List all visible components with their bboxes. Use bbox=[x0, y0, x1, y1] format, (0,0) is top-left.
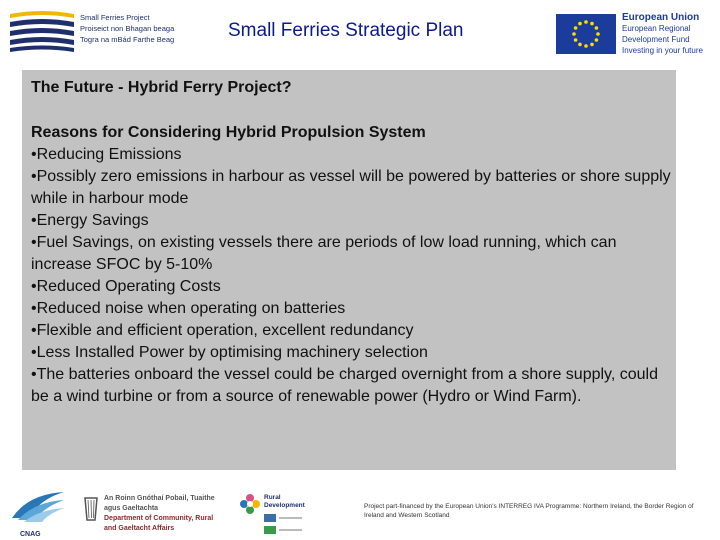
logo-line-3: Togra na mBád Farthe Beag bbox=[80, 35, 175, 44]
cnag-waves-icon bbox=[8, 488, 68, 526]
bullet-item: •Energy Savings bbox=[31, 212, 149, 229]
department-text bbox=[104, 494, 215, 534]
small-ferries-logo bbox=[8, 6, 208, 56]
eu-flag-icon bbox=[556, 14, 616, 54]
rural-line-1: Rural bbox=[264, 494, 281, 501]
logo-line-2: Proiseict non Bhagan beaga bbox=[80, 24, 175, 33]
eu-line-1: European Union bbox=[622, 12, 700, 23]
dept-line-2: agus Gaeltachta bbox=[104, 505, 159, 512]
rural-line-2: Development bbox=[264, 502, 305, 509]
bullet-item: •Less Installed Power by optimising machinery selection bbox=[31, 344, 428, 361]
page-title: Small Ferries Strategic Plan bbox=[228, 20, 464, 41]
department-logo bbox=[82, 488, 232, 538]
funding-credit: Project part-financed by the European Union's INTERREG IVA Programme: Northern Ireland, the Border Region of Ireland and Western Scotland bbox=[364, 503, 694, 519]
panel-heading: The Future - Hybrid Ferry Project? bbox=[31, 79, 292, 96]
ferry-waves-icon bbox=[8, 8, 76, 54]
logo-text bbox=[80, 12, 174, 45]
logo-line-1: Small Ferries Project bbox=[80, 13, 150, 22]
footer bbox=[0, 488, 720, 540]
cnag-logo bbox=[8, 488, 68, 538]
panel-subheading: Reasons for Considering Hybrid Propulsion System bbox=[31, 124, 426, 141]
rural-development-logo bbox=[238, 488, 328, 540]
partner-emblem-icon bbox=[264, 514, 304, 536]
bullet-item: •Fuel Savings, on existing vessels there are periods of low load running, which can increase SFOC by 5-10% bbox=[31, 234, 617, 273]
harp-icon bbox=[82, 496, 100, 522]
bullet-item: •Possibly zero emissions in harbour as vessel will be powered by batteries or shore supply while in harbour mode bbox=[31, 168, 671, 207]
header bbox=[0, 0, 720, 62]
cnag-label: CNAG bbox=[20, 531, 41, 538]
content-panel bbox=[22, 70, 676, 470]
dept-line-3: Department of Community, Rural bbox=[104, 515, 214, 522]
eu-logo bbox=[556, 8, 716, 58]
eu-line-3: Development Fund bbox=[622, 35, 690, 44]
bullet-item: •Flexible and efficient operation, excellent redundancy bbox=[31, 322, 414, 339]
dept-line-4: and Gaeltacht Affairs bbox=[104, 525, 175, 532]
bullet-item: •The batteries onboard the vessel could be charged overnight from a shore supply, could be a wind turbine or from a source of renewable power (Hydro or Wind Farm). bbox=[31, 366, 659, 405]
bullet-item: •Reduced noise when operating on batteries bbox=[31, 300, 346, 317]
flower-icon bbox=[238, 492, 262, 516]
eu-line-4: Investing in your future bbox=[622, 46, 703, 55]
bullet-item: •Reduced Operating Costs bbox=[31, 278, 221, 295]
panel-body bbox=[31, 122, 671, 408]
dept-line-1: An Roinn Gnóthaí Pobail, Tuaithe bbox=[104, 495, 215, 502]
eu-text bbox=[622, 12, 703, 56]
rural-text bbox=[264, 494, 305, 510]
bullet-item: •Reducing Emissions bbox=[31, 146, 182, 163]
eu-line-2: European Regional bbox=[622, 24, 691, 33]
